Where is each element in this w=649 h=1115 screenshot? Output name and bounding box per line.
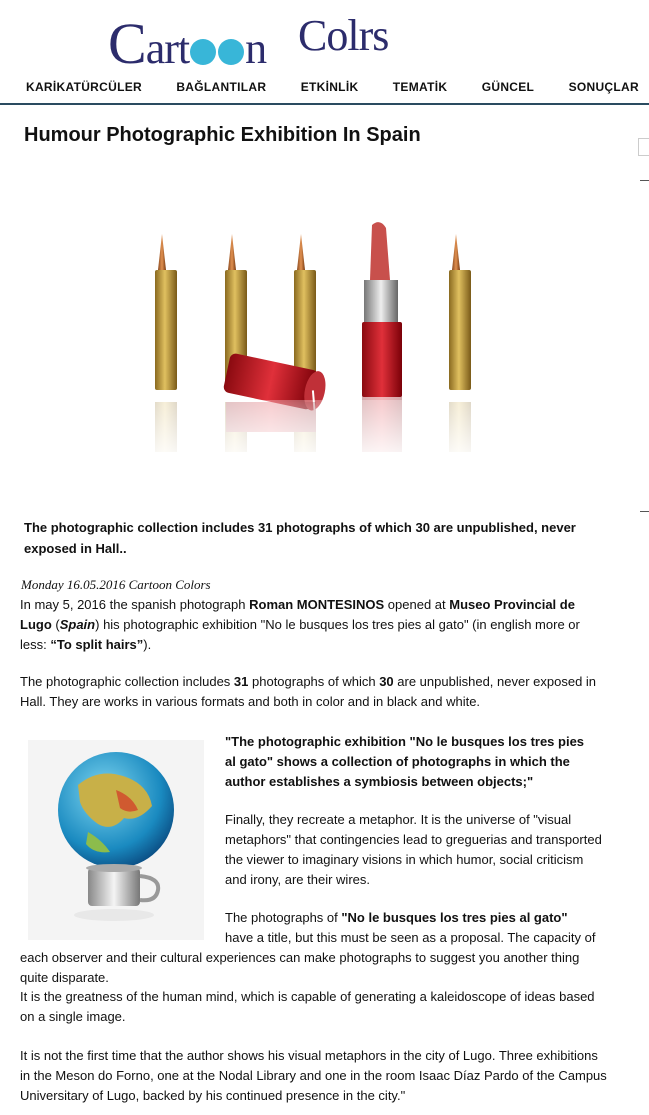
article-paragraph-6: It is not the first time that the author shows his visual metaphors in the city of Lugo. Three exhibitions in the Meson do Forno, one at the Nodal Library and one in the room Isaac Díaz Pardo of the Campus Universitary of Lugo, backed by his continued presence in the city." bbox=[20, 1048, 607, 1103]
venue-name: Museo Provincial de Lugo bbox=[20, 597, 575, 632]
nav-item-baglantilar[interactable]: BAĞLANTILAR bbox=[176, 80, 267, 94]
globe-cup-photo bbox=[28, 740, 204, 940]
nav-item-etkinlik[interactable]: ETKİNLİK bbox=[300, 80, 359, 94]
article-paragraph-3: Finally, they recreate a metaphor. It is the universe of "visual metaphors" that contingencies lead to greguerias and transported the viewer to imaginary visions in which humor, social criticism and irony, are their wires. bbox=[225, 812, 602, 887]
country-name: Spain bbox=[59, 617, 96, 632]
sidebar-divider bbox=[640, 511, 649, 512]
text-run: opened at bbox=[384, 597, 450, 612]
text-run: In may 5, 2016 the spanish photograph bbox=[20, 597, 250, 612]
count-unpublished: 30 bbox=[379, 674, 394, 689]
nav-divider bbox=[0, 103, 649, 105]
sidebar-divider bbox=[640, 180, 649, 181]
text-run: have a title, but this must be seen as a proposal. The capacity of each observer and their cultural experiences can make photographs to suggest you another thing quite disparate. bbox=[20, 930, 596, 985]
site-logo[interactable]: Cart n bbox=[108, 11, 267, 76]
article-paragraph-2 bbox=[20, 672, 610, 712]
nav-item-tematik[interactable]: TEMATİK bbox=[392, 80, 448, 94]
main-nav bbox=[0, 80, 649, 102]
author-name: Roman MONTESINOS bbox=[249, 597, 385, 612]
hero-photo-bullets-lipstick bbox=[114, 210, 518, 465]
text-run: ) his photographic exhibition "No le busques los tres pies al gato" (in english more or less: bbox=[20, 617, 580, 652]
article-dateline: Monday 16.05.2016 Cartoon Colors bbox=[21, 577, 211, 592]
count-photos: 31 bbox=[233, 674, 249, 689]
exhibition-name: "No le busques los tres pies al gato" bbox=[341, 910, 568, 925]
nav-item-guncel[interactable]: GÜNCEL bbox=[481, 80, 535, 94]
article-title: Humour Photographic Exhibition In Spain bbox=[24, 124, 421, 146]
article-paragraph-1 bbox=[20, 595, 610, 655]
text-run: ( bbox=[51, 617, 60, 632]
article-paragraph-4-start bbox=[225, 908, 605, 928]
text-run: The photographs of bbox=[225, 910, 342, 925]
exhibition-quote: "The photographic exhibition "No le busques los tres pies al gato" shows a collection of photographs in which the author establishes a symbiosis between objects;" bbox=[225, 734, 585, 789]
text-run: ). bbox=[143, 637, 152, 652]
english-title: “To split hairs” bbox=[50, 637, 144, 652]
article-lead: The photographic collection includes 31 photographs of which 30 are unpublished, never exposed in Hall.. bbox=[24, 520, 576, 556]
site-header bbox=[0, 0, 649, 106]
nav-item-sonuclar[interactable]: SONUÇLAR bbox=[568, 80, 639, 94]
article-paragraph-4-rest bbox=[20, 928, 610, 988]
site-logo-colors[interactable]: Colrs bbox=[298, 11, 389, 60]
text-run: photographs of which bbox=[248, 674, 380, 689]
article-paragraph-5: It is the greatness of the human mind, which is capable of generating a kaleidoscope of ideas based on a single image. bbox=[20, 989, 595, 1024]
text-run: The photographic collection includes bbox=[20, 674, 234, 689]
text-run: are unpublished, never exposed in Hall. They are works in various formats and both in color and in black and white. bbox=[20, 674, 597, 709]
sidebar-search-box[interactable] bbox=[638, 138, 649, 156]
nav-item-karikaturculer[interactable]: KARİKATÜRCÜLER bbox=[26, 80, 142, 94]
